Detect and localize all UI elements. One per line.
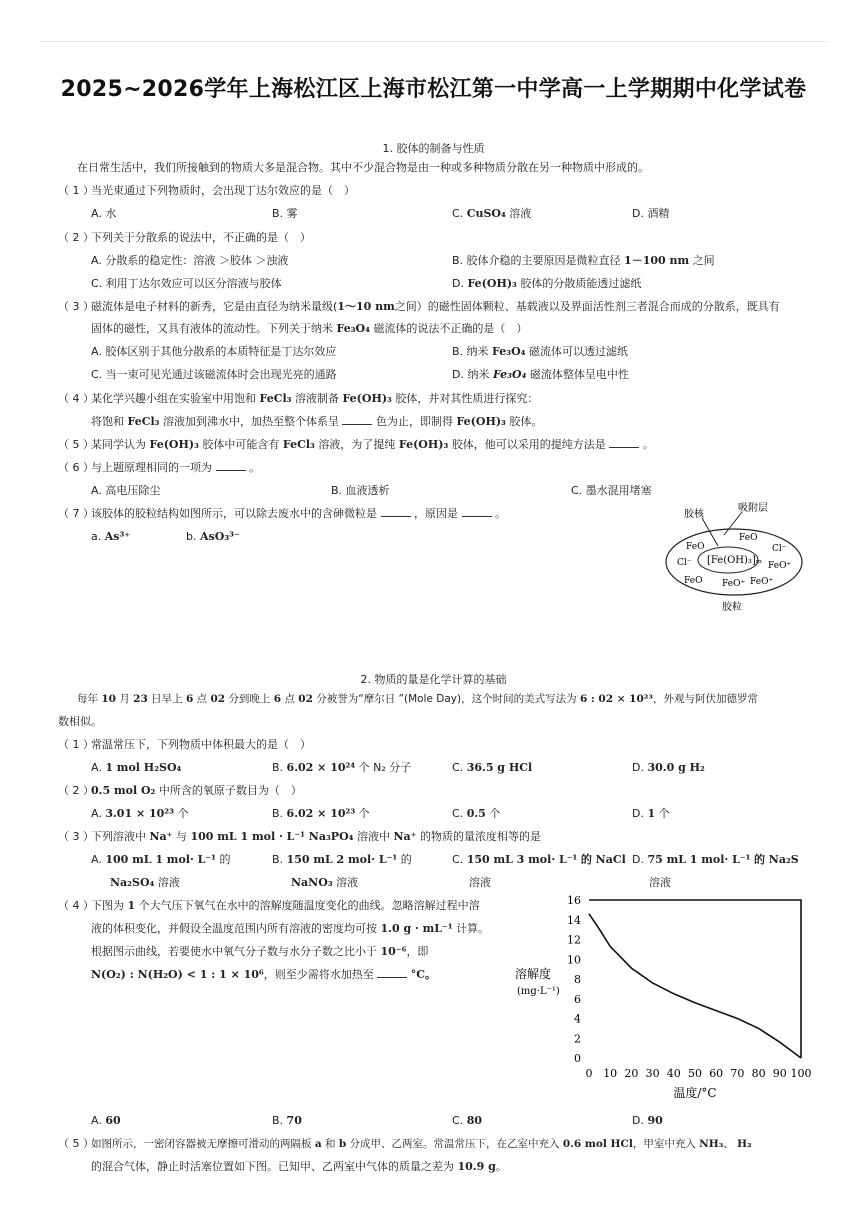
- y-tick-label: 12: [567, 933, 581, 947]
- q1-7-option-a[interactable]: a. As³⁺: [91, 530, 131, 543]
- ion-label: FeO⁺: [750, 577, 774, 587]
- q2-1-number: （ 1 ）: [58, 738, 94, 751]
- x-tick-label: 40: [666, 1067, 681, 1080]
- ion-label: FeO: [739, 533, 758, 543]
- label-core-formula: [Fe(OH)₃]ₘ: [707, 555, 762, 566]
- x-tick-label: 100: [790, 1067, 812, 1080]
- x-tick-label: 60: [709, 1067, 724, 1080]
- q2-4-line3: 根据图示曲线，若要使水中氧气分子数与水分子数之比小于 10⁻⁶，即: [91, 945, 429, 958]
- q2-4-line1: 下图为 1 个大气压下氧气在水中的溶解度随温度变化的曲线。忽略溶解过程中溶: [91, 899, 480, 912]
- q2-2-option-b[interactable]: B. 6.02 × 10²³ 个: [272, 807, 370, 820]
- x-tick-label: 80: [751, 1067, 766, 1080]
- q2-4-number: （ 4 ）: [58, 899, 94, 912]
- x-tick-label: 50: [688, 1067, 702, 1080]
- q1-1-stem: 当光束通过下列物质时，会出现丁达尔效应的是（ ）: [91, 184, 355, 197]
- x-tick-label: 30: [645, 1067, 660, 1080]
- q2-3-option-b[interactable]: B. 150 mL 2 mol· L⁻¹ 的: [272, 853, 412, 866]
- q2-1-option-d[interactable]: D. 30.0 g H₂: [632, 761, 705, 774]
- x-tick-label: 10: [603, 1067, 618, 1080]
- q2-5-number: （ 5 ）: [58, 1137, 94, 1150]
- q2-4-line2: 液的体积变化，并假设全温度范围内所有溶液的密度均可按 1.0 g · mL⁻¹ 计算。: [91, 922, 490, 935]
- q1-1-option-b[interactable]: B. 雾: [272, 207, 298, 220]
- arrow-layer: [724, 512, 742, 535]
- q1-7-number: （ 7 ）: [58, 507, 94, 520]
- y-axis-label: 溶解度: [515, 967, 552, 981]
- q1-3-option-a[interactable]: A. 胶体区别于其他分散系的本质特征是丁达尔效应: [91, 345, 337, 358]
- q1-1-option-d[interactable]: D. 酒精: [632, 207, 670, 220]
- q1-5-number: （ 5 ）: [58, 438, 94, 451]
- q2-3-stem: 下列溶液中 Na⁺ 与 100 mL 1 mol · L⁻¹ Na₃PO₄ 溶液中 Na⁺ 的物质的量浓度相等的是: [91, 830, 541, 843]
- q2-3-option-c[interactable]: C. 150 mL 3 mol· L⁻¹ 的 NaCl: [452, 853, 626, 866]
- q2-4-option-b[interactable]: B. 70: [272, 1114, 302, 1127]
- answer-blank[interactable]: [377, 968, 407, 978]
- section2-heading: 2. 物质的量是化学计算的基础: [360, 673, 507, 686]
- y-tick-label: 2: [574, 1032, 581, 1046]
- header-rule: [40, 41, 827, 42]
- label-adsorption-layer: 吸附层: [738, 503, 768, 514]
- q1-3-stem-line1: 磁流体是电子材料的新秀，它是由直径为纳米量级(1～10 nm之间）的磁性固体颗粒、基载液以及界面活性剂三者混合而成的分散系，既具有: [91, 300, 780, 313]
- section1-heading: 1. 胶体的制备与性质: [382, 142, 485, 155]
- q1-1-number: （ 1 ）: [58, 184, 94, 197]
- x-tick-label: 0: [585, 1067, 593, 1080]
- q1-6-stem: 与上题原理相同的一项为 。: [91, 461, 260, 474]
- q1-3-number: （ 3 ）: [58, 300, 94, 313]
- x-tick-label: 70: [730, 1067, 745, 1080]
- q2-4-option-d[interactable]: D. 90: [632, 1114, 663, 1127]
- answer-blank[interactable]: [609, 438, 639, 448]
- q2-2-option-c[interactable]: C. 0.5 个: [452, 807, 501, 820]
- q2-3-option-a[interactable]: A. 100 mL 1 mol· L⁻¹ 的: [91, 853, 231, 866]
- q1-3-option-d[interactable]: D. 纳米 Fe₃O₄ 磁流体整体呈电中性: [452, 368, 629, 381]
- section2-intro-line2: 数相似。: [58, 715, 102, 728]
- q1-3-stem-line2: 固体的磁性，又具有液体的流动性。下列关于纳米 Fe₃O₄ 磁流体的说法不正确的是（ ）: [91, 322, 528, 335]
- q1-2-option-a[interactable]: A. 分散系的稳定性：溶液 ＞胶体 ＞浊液: [91, 254, 289, 267]
- q1-6-option-b[interactable]: B. 血液透析: [331, 484, 390, 497]
- q2-2-option-a[interactable]: A. 3.01 × 10²³ 个: [91, 807, 189, 820]
- q2-1-option-b[interactable]: B. 6.02 × 10²⁴ 个 N₂ 分子: [272, 761, 412, 774]
- ion-label: FeO: [684, 576, 703, 586]
- q1-4-number: （ 4 ）: [58, 392, 94, 405]
- ion-label: Cl⁻: [772, 544, 787, 554]
- q2-1-option-a[interactable]: A. 1 mol H₂SO₄: [91, 761, 182, 774]
- q2-3-option-b-cont[interactable]: NaNO₃ 溶液: [291, 876, 359, 889]
- colloid-structure-figure: [662, 498, 812, 616]
- q2-3-option-d[interactable]: D. 75 mL 1 mol· L⁻¹ 的 Na₂S: [632, 853, 799, 866]
- y-tick-label: 8: [574, 973, 581, 986]
- q1-5-stem: 某同学认为 Fe(OH)₃ 胶体中可能含有 FeCl₃ 溶液，为了提纯 Fe(OH)₃ 胶体，他可以采用的提纯方法是 。: [91, 438, 654, 451]
- q1-2-option-d[interactable]: D. Fe(OH)₃ 胶体的分散质能透过滤纸: [452, 277, 642, 290]
- q1-2-option-b[interactable]: B. 胶体介稳的主要原因是微粒直径 1－100 nm 之间: [452, 254, 715, 267]
- q1-1-option-c[interactable]: C. CuSO₄ 溶液: [452, 207, 532, 220]
- solubility-chart: [505, 888, 825, 1110]
- q1-3-option-c[interactable]: C. 当一束可见光通过该磁流体时会出现光亮的通路: [91, 368, 337, 381]
- q1-2-option-c[interactable]: C. 利用丁达尔效应可以区分溶液与胶体: [91, 277, 282, 290]
- q1-4-line2: 将饱和 FeCl₃ 溶液加到沸水中，加热至整个体系呈 色为止，即制得 Fe(OH)₃ 胶体。: [91, 415, 543, 428]
- q2-5-line2: 的混合气体，静止时活塞位置如下图。已知甲、乙两室中气体的质量之差为 10.9 g。: [91, 1160, 507, 1173]
- q2-1-option-c[interactable]: C. 36.5 g HCl: [452, 761, 533, 774]
- q2-3-number: （ 3 ）: [58, 830, 94, 843]
- ion-label: FeO⁺: [722, 579, 746, 589]
- q1-7-option-b[interactable]: b. AsO₃³⁻: [186, 530, 240, 543]
- y-tick-label: 10: [567, 953, 581, 967]
- answer-blank[interactable]: [342, 415, 372, 425]
- q1-3-option-b[interactable]: B. 纳米 Fe₃O₄ 磁流体可以透过滤纸: [452, 345, 628, 358]
- q1-6-option-c[interactable]: C. 墨水混用堵塞: [571, 484, 652, 497]
- solubility-curve: [589, 914, 801, 1058]
- q2-2-option-d[interactable]: D. 1 个: [632, 807, 670, 820]
- q2-3-option-a-cont[interactable]: Na₂SO₄ 溶液: [110, 876, 180, 889]
- q2-4-line4: N(O₂) : N(H₂O) < 1 : 1 × 10⁶，则至少需将水加热至 °C。: [91, 968, 437, 981]
- q1-2-stem: 下列关于分散系的说法中，不正确的是（ ）: [91, 231, 311, 244]
- label-core: 胶核: [684, 509, 704, 520]
- ion-label: FeO: [686, 542, 705, 552]
- x-tick-label: 90: [772, 1067, 787, 1080]
- y-axis-unit: (mg·L⁻¹): [517, 986, 560, 997]
- label-particle: 胶粒: [722, 602, 742, 613]
- q2-4-option-c[interactable]: C. 80: [452, 1114, 482, 1127]
- answer-blank[interactable]: [216, 461, 246, 471]
- ion-label: FeO⁺: [768, 561, 792, 571]
- q1-7-stem: 该胶体的胶粒结构如图所示，可以除去废水中的含砷微粒是 ，原因是 。: [91, 507, 506, 520]
- q2-1-stem: 常温常压下，下列物质中体积最大的是（ ）: [91, 738, 311, 751]
- x-tick-label: 20: [624, 1067, 639, 1080]
- q1-1-option-a[interactable]: A. 水: [91, 207, 117, 220]
- page-title: 2025~2026学年上海松江区上海市松江第一中学高一上学期期中化学试卷: [60, 77, 807, 102]
- y-tick-label: 16: [567, 894, 581, 907]
- answer-blank[interactable]: [381, 507, 411, 517]
- q1-4-line1: 某化学兴趣小组在实验室中用饱和 FeCl₃ 溶液制备 Fe(OH)₃ 胶体，并对其性质进行探究：: [91, 392, 539, 405]
- section2-intro-line1: 每年 10 月 23 日早上 6 点 02 分到晚上 6 点 02 分被誉为“摩尔日 ”(Mole Day)，这个时间的美式写法为 6 : 02 × 10²³，外观与阿伏加德罗常: [77, 693, 758, 705]
- y-tick-label: 14: [567, 913, 581, 927]
- chart-frame: [589, 900, 801, 1058]
- q2-5-line1: 如图所示，一密闭容器被无摩擦可滑动的两隔板 a 和 b 分成甲、乙两室。常温常压下，在乙室中充入 0.6 mol HCl，甲室中充入 NH₃、 H₂: [91, 1138, 752, 1150]
- q2-3-option-c-cont[interactable]: 溶液: [469, 876, 491, 889]
- q2-2-stem: 0.5 mol O₂ 中所含的氧原子数目为（ ）: [91, 784, 302, 797]
- y-tick-label: 0: [574, 1052, 581, 1065]
- answer-blank[interactable]: [462, 507, 492, 517]
- q1-6-option-a[interactable]: A. 高电压除尘: [91, 484, 161, 497]
- q2-2-number: （ 2 ）: [58, 784, 94, 797]
- y-tick-label: 6: [574, 992, 581, 1006]
- y-tick-label: 4: [574, 1012, 581, 1026]
- ion-label: Cl⁻: [677, 558, 692, 568]
- q2-4-option-a[interactable]: A. 60: [91, 1114, 121, 1127]
- x-axis-label: 温度/°C: [673, 1086, 717, 1100]
- section1-intro: 在日常生活中，我们所接触到的物质大多是混合物。其中不少混合物是由一种或多种物质分散在另一种物质中形成的。: [77, 161, 649, 174]
- q1-6-number: （ 6 ）: [58, 461, 94, 474]
- q2-3-option-d-cont[interactable]: 溶液: [649, 876, 671, 889]
- q1-2-number: （ 2 ）: [58, 231, 94, 244]
